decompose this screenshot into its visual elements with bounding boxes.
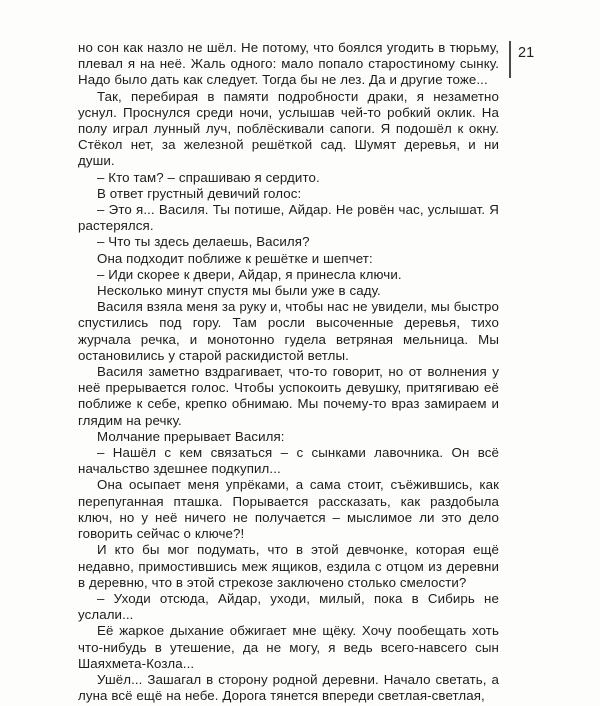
text-block (78, 40, 499, 704)
paragraph: – Уходи отсюда, Айдар, уходи, милый, пока в Сибирь не услали... (78, 590, 499, 623)
page-number-rule (509, 41, 511, 78)
paragraph: Молчание прерывает Василя: (97, 428, 285, 444)
paragraph: – Это я... Василя. Ты потише, Айдар. Не ровён час, услышат. Я растерялся. (78, 202, 499, 234)
paragraph: Она осыпает меня упрёками, а сама стоит, съёжившись, как перепуганная пташка. Порывается рассказать, как раздобыла ключ, но у неё ничего не получается – мыслимое ли это дело говорить сейчас о ключе?! (78, 477, 499, 542)
paragraph: В ответ грустный девичий голос: (97, 185, 302, 201)
paragraph: Она подходит поближе к решётке и шепчет: (97, 250, 373, 266)
paragraph: Её жаркое дыхание обжигает мне щёку. Хочу пообещать хоть что-нибудь в утешение, да не могу, я ведь всего-навсего сын Шаяхмета-Козла... (78, 623, 499, 671)
paragraph: но сон как назло не шёл. Не потому, что боялся угодить в тюрьму, плевал я на неё. Жаль одного: мало попало старостиному сынку. Надо было дать как следует. Тогда бы не лез. Да и другие тоже... (78, 40, 499, 88)
paragraph: – Что ты здесь делаешь, Василя? (97, 234, 310, 250)
paragraph: – Кто там? – спрашиваю я сердито. (97, 169, 320, 185)
paragraph: Ушёл... Зашагал в сторону родной деревни. Начало светать, а луна всё ещё на небе. Дорога тянется впереди светлая-светлая, (78, 671, 499, 704)
page-number: 21 (518, 45, 535, 61)
paragraph: Несколько минут спустя мы были уже в саду. (97, 283, 381, 299)
paragraph: – Иди скорее к двери, Айдар, я принесла ключи. (97, 266, 402, 282)
paragraph: – Нашёл с кем связаться – с сынками лавочника. Он всё начальство здешнее подкупил... (78, 445, 499, 477)
paragraph: Василя взяла меня за руку и, чтобы нас не увидели, мы быстро спустились под гору. Там росли высоченные деревья, тихо журчала речка, и монотонно гудела ветряная мельница. Мы остановились у старой раскидистой ветлы. (78, 299, 499, 363)
paragraph: Так, перебирая в памяти подробности драки, я незаметно уснул. Проснулся среди ночи, услышав чей-то робкий оклик. На полу играл лунный луч, поблёскивали сапоги. Я подошёл к окну. Стёкол нет, за железной решёткой сад. Шумят деревья, и ни души. (78, 88, 499, 169)
paragraph: И кто бы мог подумать, что в этой девчонке, которая ещё недавно, примостившись меж ящиков, ездила с отцом из деревни в деревню, что в этой стрекозе заключено столько смелости? (78, 542, 499, 590)
paragraph: Василя заметно вздрагивает, что-то говорит, но от волнения у неё прерывается голос. Чтобы успокоить девушку, притягиваю её поближе к себе, крепко обнимаю. Мы почему-то враз замираем и глядим на речку. (78, 364, 499, 428)
